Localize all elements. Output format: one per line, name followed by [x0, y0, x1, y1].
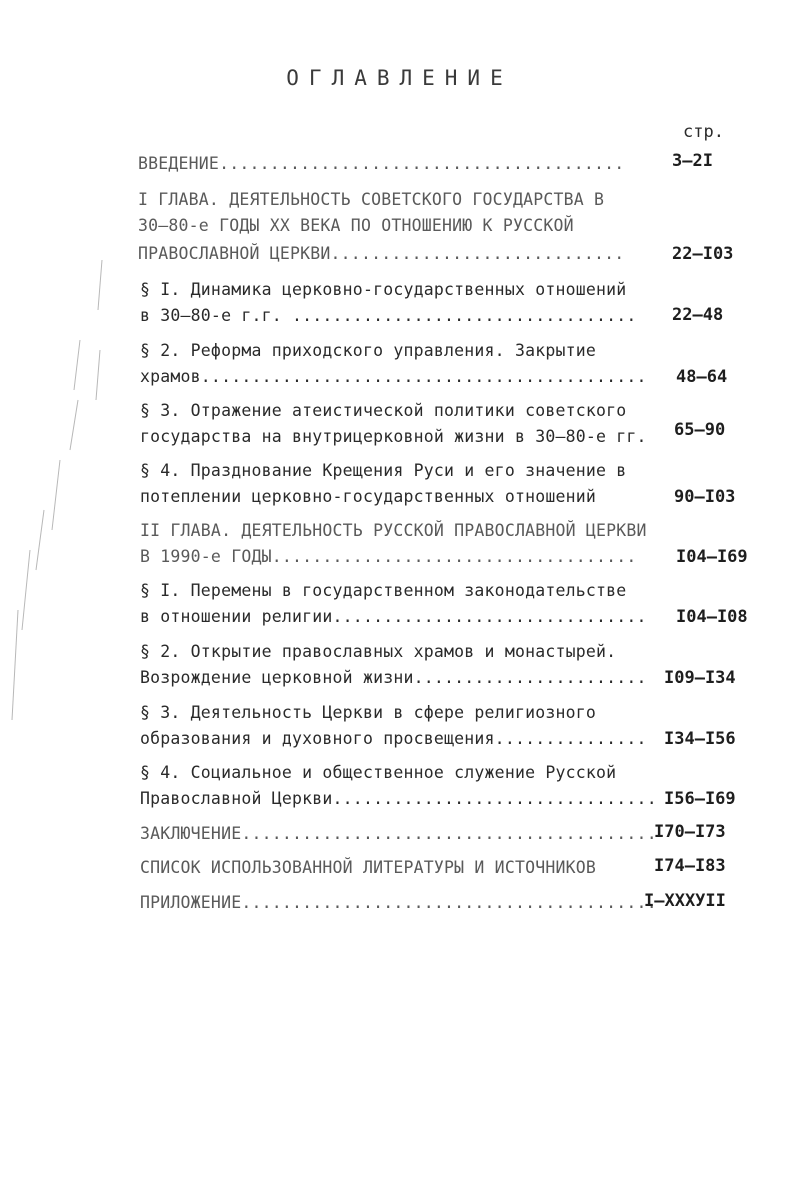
toc-entry-ch2-s4-line1: § 4. Социальное и общественное служение Русской: [140, 763, 617, 782]
toc-page-bibliography: I74–I83: [654, 856, 726, 876]
toc-entry-ch2-s3-line1: § 3. Деятельность Церкви в сфере религиозного: [140, 703, 597, 722]
toc-page-ch2: I04–I69: [676, 547, 748, 567]
margin-pencil-marks-icon: [0, 250, 120, 770]
page-title: ОГЛАВЛЕНИЕ: [286, 66, 513, 90]
toc-entry-ch1-s4-line2: потеплении церковно-государственных отношений: [140, 487, 597, 506]
toc-entry-ch1-s2-line1: § 2. Реформа приходского управления. Закрытие: [140, 341, 597, 360]
toc-entry-ch2-s2-line1: § 2. Открытие православных храмов и монастырей.: [140, 642, 617, 661]
toc-entry-ch2-line1: II ГЛАВА. ДЕЯТЕЛЬНОСТЬ РУССКОЙ ПРАВОСЛАВНОЙ ЦЕРКВИ: [140, 521, 647, 540]
page-column-label: стр.: [683, 122, 724, 142]
toc-entry-bibliography: СПИСОК ИСПОЛЬЗОВАННОЙ ЛИТЕРАТУРЫ И ИСТОЧНИКОВ: [140, 858, 597, 877]
toc-entry-ch2-s2-line2: Возрождение церковной жизни.......................: [140, 668, 647, 687]
toc-page-ch1-s2: 48–64: [676, 367, 728, 387]
toc-page-ch1-s4: 90–I03: [674, 487, 736, 507]
toc-entry-ch1-s1-line2: в 30–80-е г.г. ..................................: [140, 306, 637, 325]
toc-page-ch2-s4: I56–I69: [664, 789, 736, 809]
toc-entry-ch2-s4-line2: Православной Церкви................................: [140, 789, 657, 808]
toc-entry-ch2-s1-line1: § I. Перемены в государственном законодательстве: [140, 581, 627, 600]
toc-entry-ch1-s1-line1: § I. Динамика церковно-государственных отношений: [140, 280, 627, 299]
toc-page-ch2-s1: I04–I08: [676, 607, 748, 627]
toc-entry-ch2-line2: В 1990-е ГОДЫ....................................: [140, 547, 637, 566]
toc-entry-ch1-s3-line2: государства на внутрицерковной жизни в 30–80-е гг.: [140, 427, 647, 446]
toc-entry-ch1-s3-line1: § 3. Отражение атеистической политики советского: [140, 401, 627, 420]
toc-page-ch2-s3: I34–I56: [664, 729, 736, 749]
toc-page-ch1-s3: 65–90: [674, 420, 726, 440]
toc-page-appendix: I–XXXУII: [644, 891, 726, 911]
toc-entry-ch1-line3: ПРАВОСЛАВНОЙ ЦЕРКВИ.............................: [138, 244, 625, 263]
toc-entry-intro: ВВЕДЕНИЕ........................................: [138, 154, 625, 173]
toc-entry-ch2-s3-line2: образования и духовного просвещения...............: [140, 729, 647, 748]
toc-page-intro: 3–2I: [672, 151, 713, 171]
toc-entry-appendix: ПРИЛОЖЕНИЕ.........................................: [140, 893, 657, 912]
toc-page-ch1-s1: 22–48: [672, 305, 724, 325]
toc-entry-ch1-s2-line2: храмов............................................: [140, 367, 647, 386]
toc-entry-ch1-s4-line1: § 4. Празднование Крещения Руси и его значение в: [140, 461, 627, 480]
toc-entry-ch1-line1: I ГЛАВА. ДЕЯТЕЛЬНОСТЬ СОВЕТСКОГО ГОСУДАРСТВА В: [138, 190, 605, 209]
toc-entry-ch1-line2: 30–80-е ГОДЫ XX ВЕКА ПО ОТНОШЕНИЮ К РУССКОЙ: [138, 216, 574, 235]
toc-page-ch2-s2: I09–I34: [664, 668, 736, 688]
toc-page-ch1: 22–I03: [672, 244, 734, 264]
toc-entry-ch2-s1-line2: в отношении религии...............................: [140, 607, 647, 626]
toc-entry-conclusion: ЗАКЛЮЧЕНИЕ.........................................: [140, 824, 657, 843]
toc-page-conclusion: I70–I73: [654, 822, 726, 842]
